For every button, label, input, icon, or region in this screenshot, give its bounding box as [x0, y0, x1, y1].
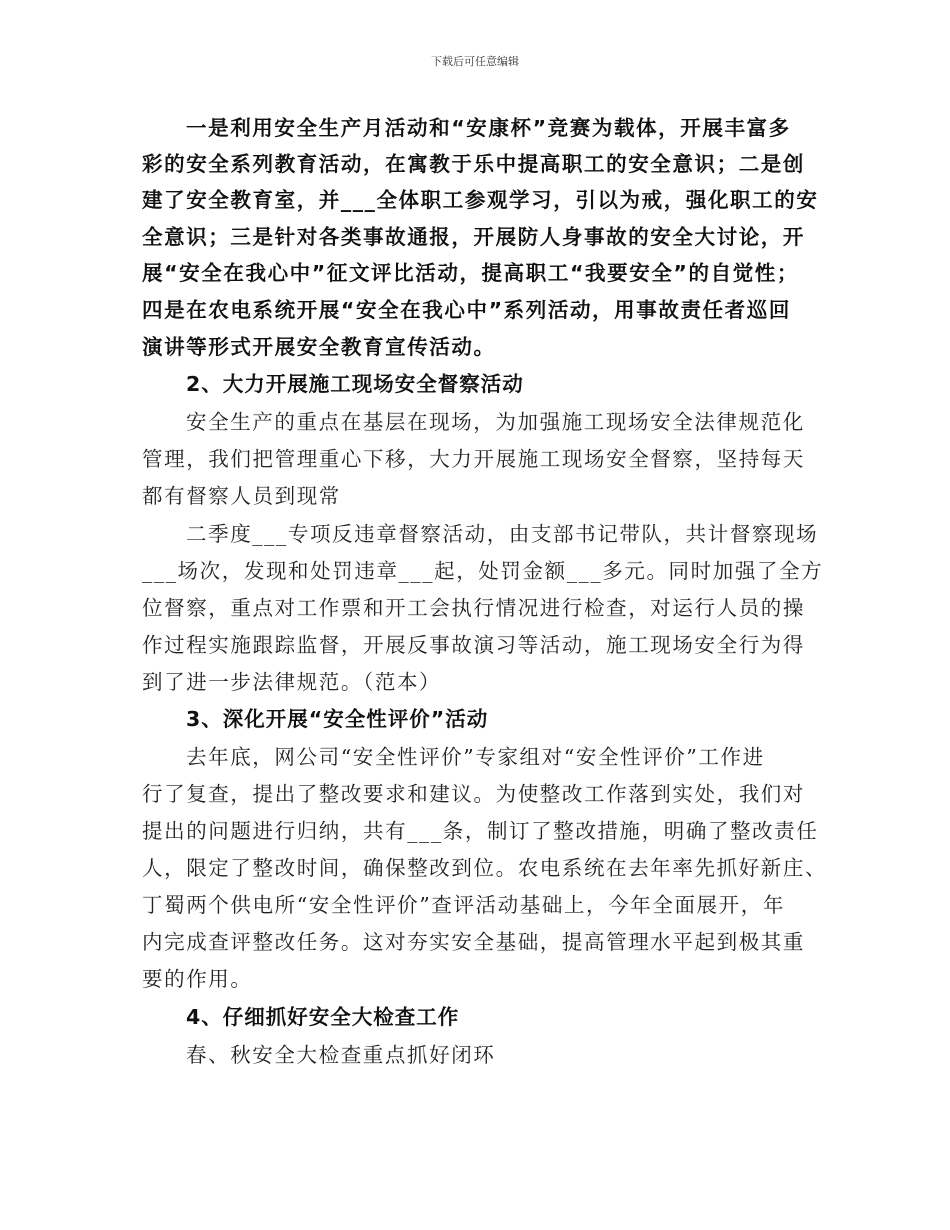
- paragraph-4-line-1: 去年底，网公司“安全性评价”专家组对“安全性评价”工作进: [186, 745, 765, 769]
- paragraph-4-line-7: 要的作用。: [142, 967, 253, 991]
- paragraph-1-line-2: 彩的安全系列教育活动，在寓教于乐中提高职工的安全意识；二是创: [142, 152, 805, 176]
- paragraph-1-line-4: 全意识；三是针对各类事故通报，开展防人身事故的安全大讨论，开: [142, 225, 805, 249]
- paragraph-4-line-3: 提出的问题进行归纳，共有___条，制订了整改措施，明确了整改责任: [142, 819, 819, 843]
- page-header: 下载后可任意编辑: [431, 55, 519, 68]
- section-heading-3: 3、深化开展“安全性评价”活动: [186, 707, 489, 731]
- paragraph-1-line-1: 一是利用安全生产月活动和“安康杯”竞赛为载体，开展丰富多: [186, 116, 791, 140]
- paragraph-1-line-7: 演讲等形式开展安全教育宣传活动。: [142, 335, 496, 359]
- section-heading-4: 4、仔细抓好安全大检查工作: [186, 1005, 460, 1029]
- paragraph-1-line-5: 展“安全在我心中”征文评比活动，提高职工“我要安全”的自觉性；: [142, 261, 799, 285]
- paragraph-5-line-1: 春、秋安全大检查重点抓好闭环: [186, 1043, 496, 1067]
- paragraph-2-line-1: 安全生产的重点在基层在现场，为加强施工现场安全法律规范化: [186, 410, 805, 434]
- paragraph-3-line-2: ___场次，发现和处罚违章___起，处罚金额___多元。同时加强了全方: [142, 559, 824, 583]
- paragraph-1-line-3: 建了安全教育室，并___全体职工参观学习，引以为戒，强化职工的安: [142, 188, 819, 212]
- paragraph-2-line-2: 管理，我们把管理重心下移，大力开展施工现场安全督察，坚持每天: [142, 447, 805, 471]
- section-heading-2: 2、大力开展施工现场安全督察活动: [186, 372, 524, 396]
- paragraph-3-line-3: 位督察，重点对工作票和开工会执行情况进行检查，对运行人员的操: [142, 596, 805, 620]
- paragraph-1-line-6: 四是在农电系统开展“安全在我心中”系列活动，用事故责任者巡回: [142, 298, 791, 322]
- paragraph-4-line-5: 丁蜀两个供电所“安全性评价”查评活动基础上，今年全面展开，年: [142, 893, 785, 917]
- paragraph-3-line-1: 二季度___专项反违章督察活动，由支部书记带队，共计督察现场: [186, 522, 819, 546]
- paragraph-2-line-3: 都有督察人员到现常: [142, 484, 341, 508]
- paragraph-3-line-5: 到了进一步法律规范。（范本）: [142, 670, 442, 694]
- paragraph-4-line-4: 人，限定了整改时间，确保整改到位。农电系统在去年率先抓好新庄、: [142, 856, 828, 880]
- paragraph-4-line-2: 行了复查，提出了整改要求和建议。为使整改工作落到实处，我们对: [142, 782, 805, 806]
- paragraph-4-line-6: 内完成查评整改任务。这对夯实安全基础，提高管理水平起到极其重: [142, 930, 805, 954]
- paragraph-3-line-4: 作过程实施跟踪监督，开展反事故演习等活动，施工现场安全行为得: [142, 633, 805, 657]
